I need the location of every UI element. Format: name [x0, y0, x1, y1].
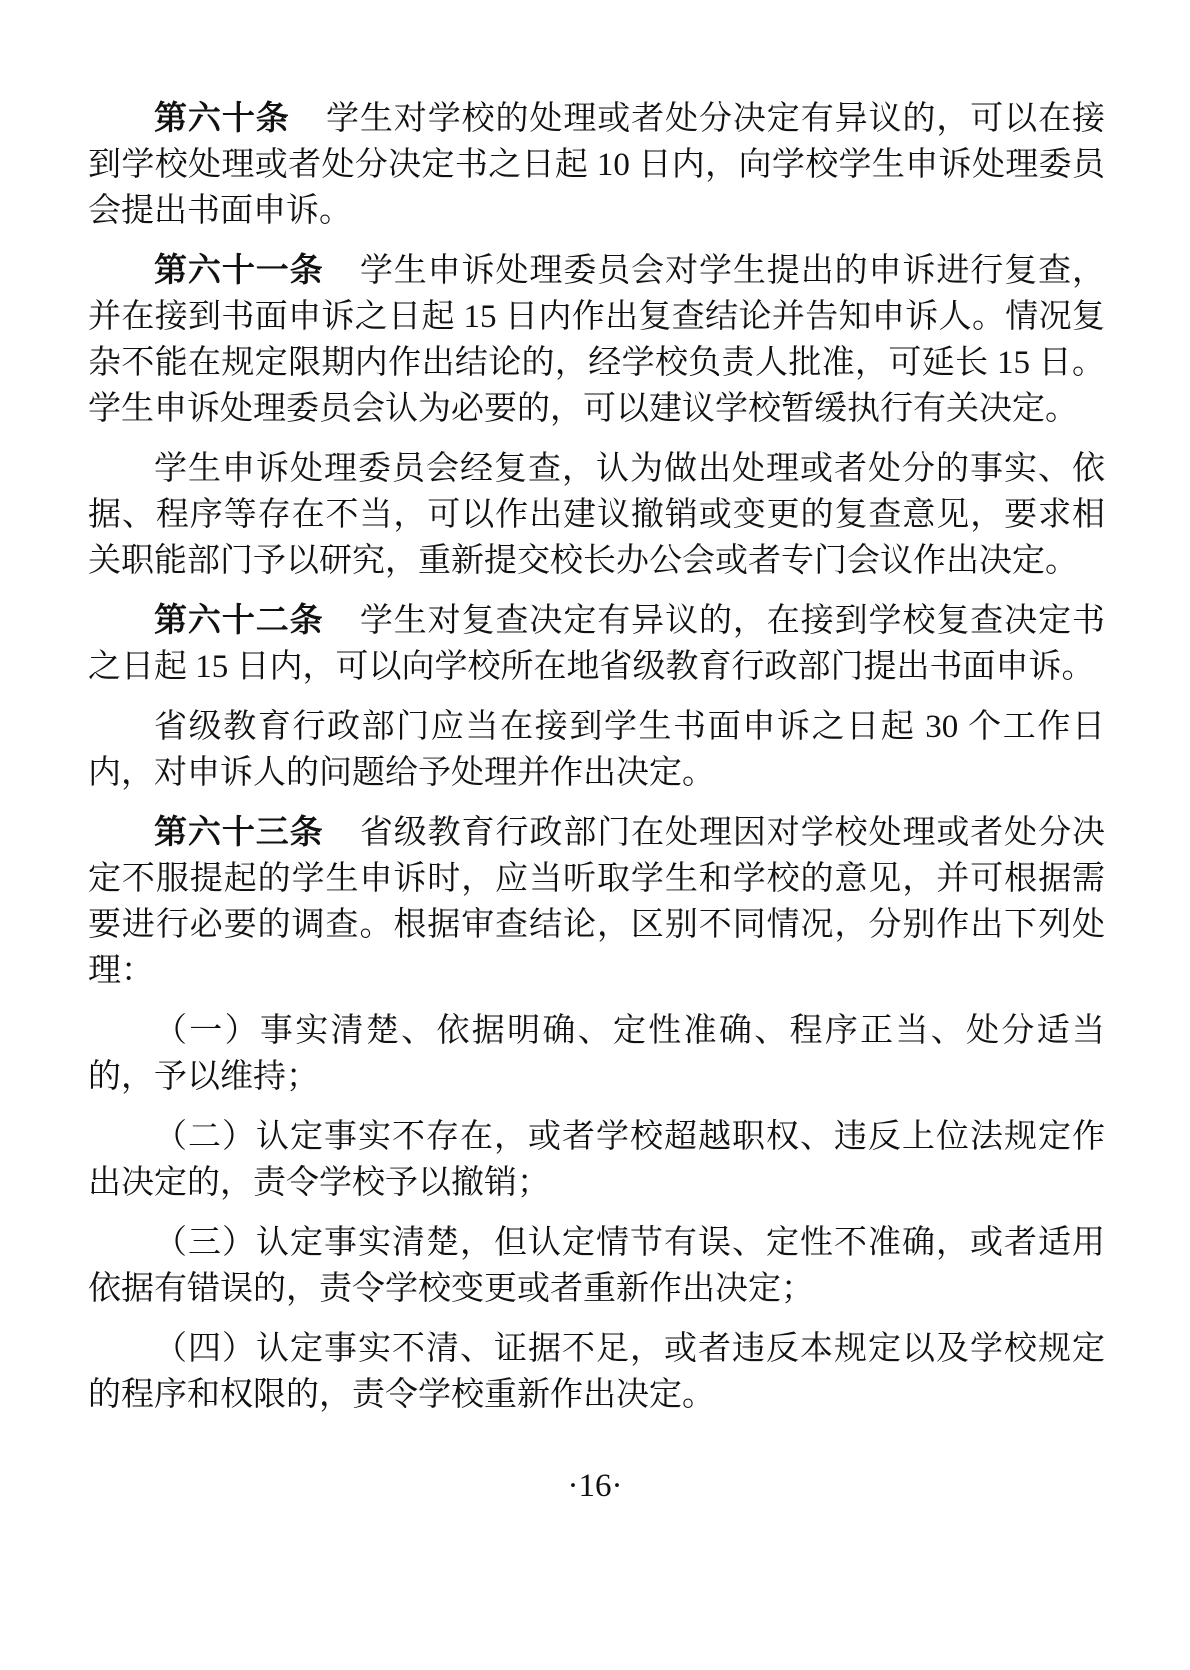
- paragraph-article-62: [88, 598, 1105, 690]
- paragraph-provincial-deadline: [88, 704, 1105, 796]
- paragraph-text: 学生对复查决定有异议的，在接到学校复查决定书之日起 15 日内，可以向学校所在地省级教育行政部门提出书面申诉。: [88, 603, 1106, 685]
- list-item-2: [88, 1114, 1105, 1206]
- paragraph-text: 省级教育行政部门在处理因对学校处理或者处分决定不服提起的学生申诉时，应当听取学生和学校的意见，并可根据需要进行必要的调查。根据审查结论，区别不同情况，分别作出下列处理：: [88, 815, 1106, 989]
- paragraph-text: （三）认定事实清楚，但认定情节有误、定性不准确，或者适用依据有错误的，责令学校变更或者重新作出决定；: [88, 1225, 1105, 1307]
- list-item-4: [88, 1326, 1105, 1418]
- page-number: ·16·: [567, 1468, 623, 1504]
- paragraph-article-60: [88, 96, 1105, 234]
- paragraph-text: 学生申诉处理委员会对学生提出的申诉进行复查，并在接到书面申诉之日起 15 日内作出复查结论并告知申诉人。情况复杂不能在规定限期内作出结论的，经学校负责人批准，可延长 15 日。学生申诉处理委员会认为必要的，可以建议学校暂缓执行有关决定。: [88, 253, 1106, 427]
- paragraph-article-61-review: [88, 446, 1105, 584]
- article-number: 第六十三条: [154, 815, 324, 851]
- paragraph-text: （一）事实清楚、依据明确、定性准确、程序正当、处分适当的，予以维持；: [88, 1013, 1105, 1095]
- paragraph-text: （二）认定事实不存在，或者学校超越职权、违反上位法规定作出决定的，责令学校予以撤销；: [88, 1119, 1105, 1201]
- paragraph-text: 学生申诉处理委员会经复查，认为做出处理或者处分的事实、依据、程序等存在不当，可以作出建议撤销或变更的复查意见，要求相关职能部门予以研究，重新提交校长办公会或者专门会议作出决定。: [88, 451, 1105, 579]
- paragraph-text: 学生对学校的处理或者处分决定有异议的，可以在接到学校处理或者处分决定书之日起 10 日内，向学校学生申诉处理委员会提出书面申诉。: [88, 101, 1106, 229]
- paragraph-text: 省级教育行政部门应当在接到学生书面申诉之日起 30 个工作日内，对申诉人的问题给予处理并作出决定。: [88, 709, 1105, 791]
- paragraph-text: （四）认定事实不清、证据不足，或者违反本规定以及学校规定的程序和权限的，责令学校重新作出决定。: [88, 1331, 1105, 1413]
- document-body: [88, 0, 1105, 1418]
- paragraph-article-63: [88, 810, 1105, 994]
- article-number: 第六十一条: [154, 253, 324, 289]
- list-item-3: [88, 1220, 1105, 1312]
- article-number: 第六十二条: [154, 603, 324, 639]
- article-number: 第六十条: [154, 101, 290, 137]
- list-item-1: [88, 1008, 1105, 1100]
- paragraph-article-61: [88, 248, 1105, 432]
